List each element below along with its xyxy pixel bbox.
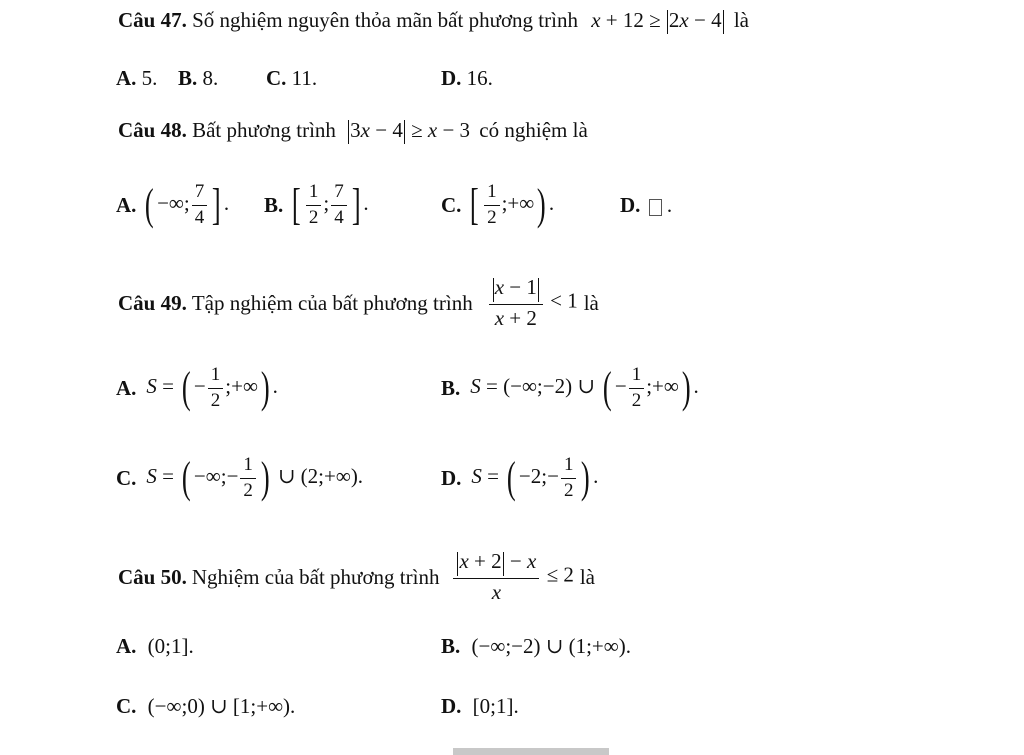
question-49-text: Tập nghiệm của bất phương trình — [191, 290, 473, 315]
question-47-text: Số nghiệm nguyên thỏa mãn bất phương trình — [192, 8, 578, 32]
question-49 — [118, 268, 599, 338]
q49-option-c-math: S = ( −∞;− $\frac{1}{2}$ ) ∪ (2;+∞). — [146, 453, 364, 502]
q49-option-a-label: A. — [116, 375, 137, 400]
q49-option-c[interactable] — [116, 442, 363, 514]
question-48-math: 3x − 4 ≥ x − 3 — [347, 118, 475, 142]
q48-option-d[interactable]: D. . — [620, 193, 673, 217]
q47-option-a-label: A. — [116, 66, 137, 90]
question-50-tail: là — [579, 564, 595, 589]
question-49-tail: là — [583, 290, 599, 315]
q50-option-c[interactable] — [116, 694, 295, 719]
q47-option-d[interactable] — [441, 66, 493, 91]
q48-option-b[interactable] — [264, 170, 369, 240]
question-48-label: Câu 48. — [118, 118, 187, 142]
q47-option-b[interactable] — [178, 66, 218, 91]
q48-option-a-label: A. — [116, 192, 137, 217]
q49-option-b[interactable] — [441, 352, 699, 424]
q47-option-c-label: C. — [266, 66, 287, 90]
q48-option-c[interactable] — [441, 170, 554, 240]
q50-option-a-value: (0;1]. — [147, 634, 194, 658]
q50-option-b-label: B. — [441, 634, 461, 658]
q47-option-a[interactable] — [116, 66, 157, 91]
q48-option-c-label: C. — [441, 192, 462, 217]
q50-option-b[interactable] — [441, 634, 631, 659]
q47-option-d-value: 16. — [466, 66, 493, 90]
q49-option-d-math: S = ( −2;− $\frac{1}{2}$ ) . — [471, 453, 599, 502]
question-47-math: x + 12 ≥ 2x − 4 — [591, 8, 730, 32]
q50-option-a[interactable] — [116, 634, 194, 659]
q50-option-b-value: (−∞;−2) ∪ (1;+∞). — [471, 634, 631, 658]
question-48 — [118, 118, 588, 144]
q48-option-b-math: [ $\frac{1}{2}$ ; $\frac{7}{4}$ ] . — [292, 180, 369, 229]
question-47-tail: là — [733, 8, 749, 32]
question-49-math: $\frac{x - 1}{x + 2}$ < 1 — [487, 276, 578, 329]
question-50-text: Nghiệm của bất phương trình — [191, 564, 440, 589]
q50-option-c-label: C. — [116, 694, 137, 718]
q47-option-d-label: D. — [441, 66, 462, 90]
question-48-tail: có nghiệm là — [479, 118, 588, 142]
question-47 — [118, 8, 749, 34]
q47-option-c-value: 11. — [291, 66, 318, 90]
q49-option-d[interactable] — [441, 442, 598, 514]
q48-option-d-label: D. — [620, 193, 641, 217]
q49-option-d-label: D. — [441, 465, 462, 490]
q49-option-a-math: S = ( − $\frac{1}{2}$ ;+∞) . — [146, 363, 278, 412]
q48-option-a[interactable] — [116, 170, 229, 240]
q49-option-b-label: B. — [441, 375, 461, 400]
q47-option-c[interactable] — [266, 66, 317, 91]
q47-option-b-value: 8. — [202, 66, 219, 90]
missing-glyph-icon — [649, 199, 662, 216]
page-bottom-cutoff — [453, 748, 609, 755]
q50-option-d-value: [0;1]. — [472, 694, 519, 718]
question-50-math: $\frac{x + 2 - x}{x}$ ≤ 2 — [451, 550, 573, 603]
question-50-label: Câu 50. — [118, 564, 187, 589]
question-47-label: Câu 47. — [118, 8, 187, 32]
q48-option-c-math: [ $\frac{1}{2}$ ;+∞) . — [470, 180, 555, 229]
q49-option-a[interactable] — [116, 352, 278, 424]
q48-option-a-math: ( −∞; $\frac{7}{4}$ ] . — [145, 180, 230, 229]
q49-option-c-label: C. — [116, 465, 137, 490]
q50-option-d-label: D. — [441, 694, 462, 718]
q49-option-b-math: S = (−∞;−2) ∪ ( − $\frac{1}{2}$ ;+∞) . — [470, 363, 699, 412]
q50-option-a-label: A. — [116, 634, 137, 658]
q48-option-b-label: B. — [264, 192, 284, 217]
question-48-text: Bất phương trình — [192, 118, 336, 142]
q47-option-a-value: 5. — [141, 66, 158, 90]
q50-option-c-value: (−∞;0) ∪ [1;+∞). — [147, 694, 296, 718]
q50-option-d[interactable] — [441, 694, 519, 719]
q47-option-b-label: B. — [178, 66, 198, 90]
question-49-label: Câu 49. — [118, 290, 187, 315]
question-50 — [118, 540, 595, 614]
